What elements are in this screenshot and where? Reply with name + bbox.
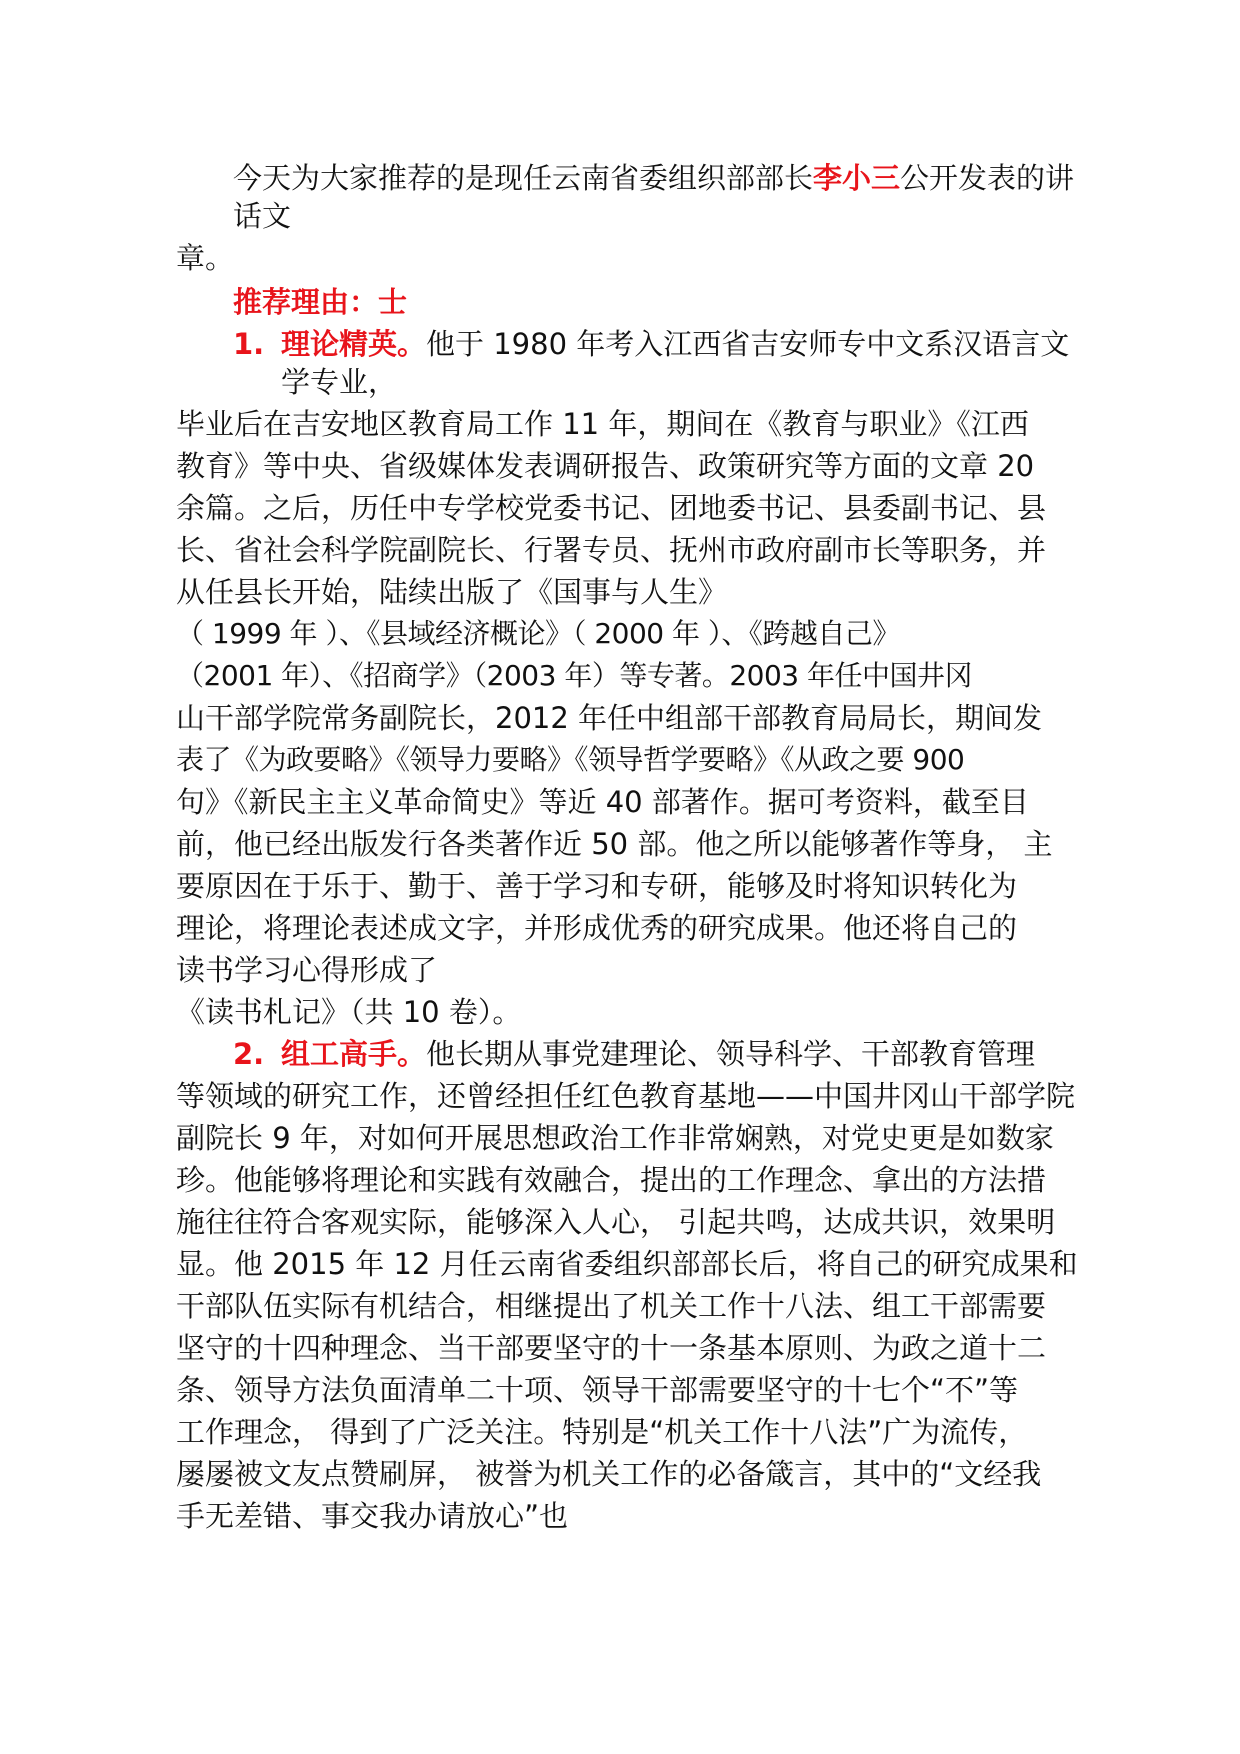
item1-line: 学专业， [281, 365, 398, 399]
item1-line: （2001 年）、《招商学》（2003 年）等专著。2003 年任中国井冈 [176, 659, 972, 692]
item1-line: 《读书札记》（共 10 卷）。 [176, 995, 522, 1029]
item1-line: 余篇。之后，历任中专学校党委书记、团地委书记、县委副书记、县 [176, 491, 1047, 525]
intro-line-3: 章。 [176, 241, 235, 275]
item1-line: 山干部学院常务副院长，2012 年任中组部干部教育局局长，期间发 [176, 701, 1043, 735]
item2-line: 他长期从事党建理论、领导科学、干部教育管理 [426, 1037, 1036, 1071]
intro-line-2: 话文 [233, 199, 292, 233]
intro-line-1 [233, 158, 1074, 198]
item1-line: 教育》等中央、省级媒体发表调研报告、政策研究等方面的文章 20 [176, 449, 1035, 483]
item2-line: 屡屡被文友点赞刷屏， 被誉为机关工作的必备箴言，其中的“文经我 [176, 1457, 1042, 1491]
item1-line: 从任县长开始，陆续出版了《国事与人生》 [176, 575, 728, 609]
intro-text-pre: 今天为大家推荐的是现任云南省委组织部部长 [233, 161, 814, 195]
item1-line: 理论，将理论表述成文字，并形成优秀的研究成果。他还将自己的 [176, 911, 1018, 945]
intro-text-post: 公开发表的讲 [900, 161, 1075, 195]
item1-line: 要原因在于乐于、勤于、善于学习和专研，能够及时将知识转化为 [176, 869, 1018, 903]
item2-first-line [233, 1034, 1035, 1074]
item2-line: 施往往符合客观实际，能够深入人心， 引起共鸣，达成共识，效果明 [176, 1205, 1056, 1239]
item1-line: 他于 1980 年考入江西省吉安师专中文系汉语言文 [426, 327, 1070, 361]
item1-line: （ 1999 年 ）、《县域经济概论》（ 2000 年 ）、《跨越自己》 [176, 617, 900, 650]
item2-line: 坚守的十四种理念、当干部要坚守的十一条基本原则、为政之道十二 [176, 1331, 1047, 1365]
item1-line: 长、省社会科学院副院长、行署专员、抚州市政府副市长等职务，并 [176, 533, 1047, 567]
item1-line: 毕业后在吉安地区教育局工作 11 年，期间在《教育与职业》《江西 [176, 407, 1029, 441]
item2-line: 干部队伍实际有机结合，相继提出了机关工作十八法、组工干部需要 [176, 1289, 1047, 1323]
item2-line: 手无差错、事交我办请放心”也 [176, 1499, 569, 1533]
item1-number: 1. [233, 327, 265, 361]
item2-number: 2. [233, 1037, 265, 1071]
reason-heading: 推荐理由：士 [233, 285, 408, 319]
item2-title: 组工高手。 [281, 1037, 427, 1071]
item2-line: 工作理念， 得到了广泛关注。特别是“机关工作十八法”广为流传， [176, 1415, 1028, 1449]
item1-title: 理论精英。 [281, 327, 427, 361]
item1-line: 表了《为政要略》《领导力要略》《领导哲学要略》《从政之要 900 [176, 743, 965, 776]
highlighted-name: 李小三 [813, 161, 901, 195]
item1-first-line [233, 324, 1069, 364]
item2-line: 条、领导方法负面清单二十项、领导干部需要坚守的十七个“不”等 [176, 1373, 1019, 1407]
item1-line: 读书学习心得形成了 [176, 953, 438, 987]
item2-line: 显。他 2015 年 12 月任云南省委组织部部长后，将自己的研究成果和 [176, 1247, 1078, 1281]
item2-line: 珍。他能够将理论和实践有效融合，提出的工作理念、拿出的方法措 [176, 1163, 1047, 1197]
item1-line: 前，他已经出版发行各类著作近 50 部。他之所以能够著作等身， 主 [176, 827, 1053, 861]
item1-line: 句》《新民主主义革命简史》等近 40 部著作。据可考资料，截至目 [176, 785, 1029, 819]
item2-line: 等领域的研究工作，还曾经担任红色教育基地——中国井冈山干部学院 [176, 1079, 1076, 1113]
item2-line: 副院长 9 年，对如何开展思想政治工作非常娴熟，对党史更是如数家 [176, 1121, 1054, 1155]
